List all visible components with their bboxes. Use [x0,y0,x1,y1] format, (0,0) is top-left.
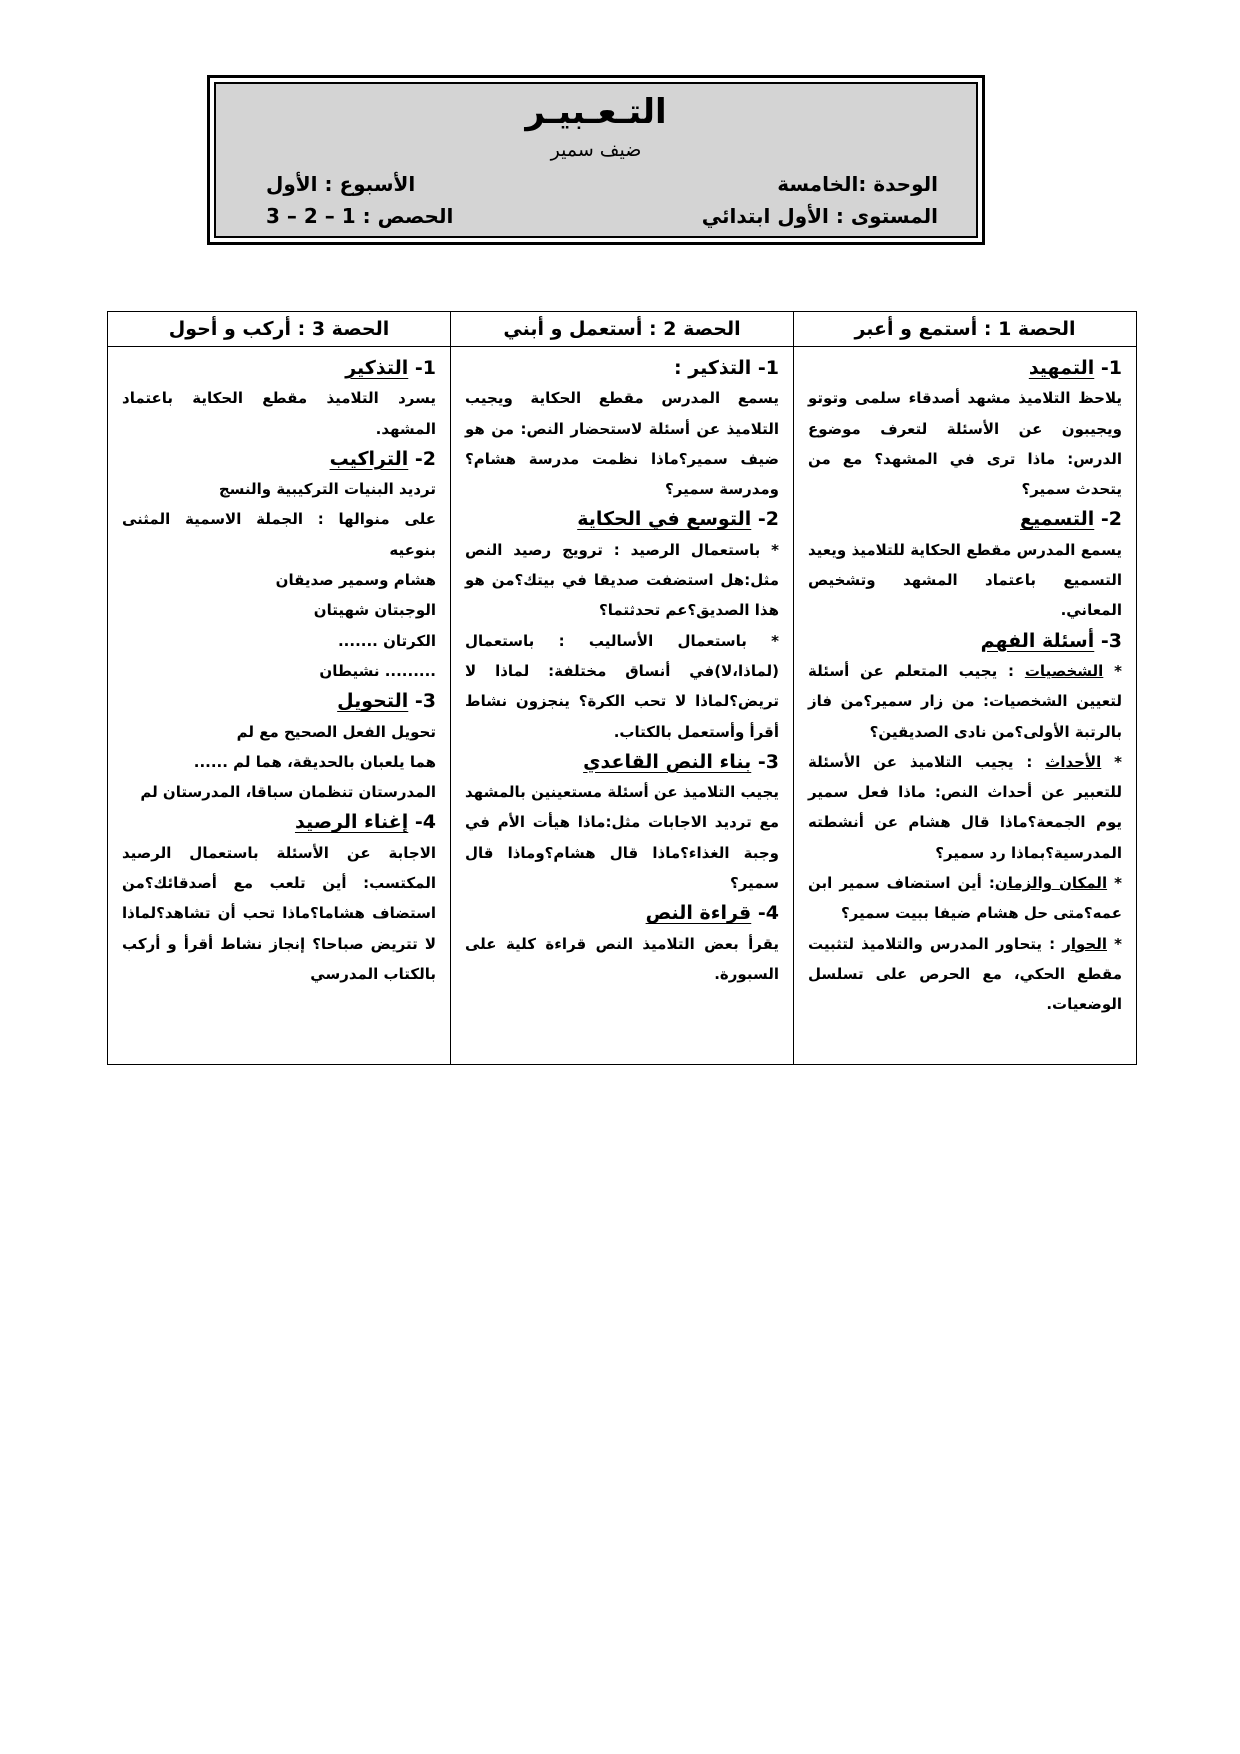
section-heading: 3- التحويل [337,690,436,713]
section-heading: 1- التذكير [345,357,436,379]
section-heading: 3- بناء النص القاعدي [583,750,779,773]
header-box [207,75,985,245]
column-header-session-2: الحصة 2 : أستعمل و أبني [451,312,794,347]
header-row-1 [266,172,938,196]
section-title-structures: التراكيب [329,447,409,470]
section-heading: 3- أسئلة الفهم [980,629,1122,652]
level-label: المستوى : الأول ابتدائي [701,204,938,228]
table-row [108,347,1137,1065]
section-title-comprehension: أسئلة الفهم [980,629,1095,652]
section-title-listening: التسميع [1020,508,1095,531]
section-body: يلاحظ التلاميذ مشهد أصدقاء سلمى وتوتو ويجيبون عن الأسئلة لتعرف موضوع الدرس: ماذا ترى في المشهد؟ مع من يتحدث سمير؟ [808,389,1122,499]
section-title-base-text: بناء النص القاعدي [583,750,752,773]
section-heading: 4- إغناء الرصيد [294,811,436,834]
section-title-expansion: التوسع في الحكاية [577,508,752,531]
list-item: الكرتان ....... [337,631,436,650]
lesson-plan-table [107,311,1137,1065]
section-title-reading: قراءة النص [645,902,752,925]
list-item: ترديد البنيات التركيبية والنسج [218,480,436,499]
section-body: يسمع المدرس مقطع الحكاية ويجيب التلاميذ عن أسئلة لاستحضار النص: من هو ضيف سمير؟ماذا نظمت مدرسة هشام؟ ومدرسة سمير؟ [465,389,779,499]
list-item: * الحوار : يتحاور المدرس والتلاميذ لتثبيت مقطع الحكي، مع الحرص على تسلسل الوضعيات. [808,934,1122,1014]
column-header-session-1: الحصة 1 : أستمع و أعبر [794,312,1137,347]
sessions-label: الحصص : 1 – 2 – 3 [266,204,454,228]
list-item: * باستعمال الأساليب : باستعمال (لماذا،لا)في أنساق مختلفة: لماذا لا تريض؟لماذا لا تحب الكرة؟ ينجزون نشاط أقرأ وأستعمل بالكتاب. [465,631,779,741]
session-2-cell [451,347,794,1065]
section-heading: 2- التوسع في الحكاية [577,508,779,531]
section-title-enrichment: إغناء الرصيد [294,811,409,834]
list-item: * المكان والزمان: أين استضاف سمير ابن عمه؟متى حل هشام ضيفا ببيت سمير؟ [808,874,1122,923]
list-item: هشام وسمير صديقان [275,571,436,590]
session-3-cell [108,347,451,1065]
week-label: الأسبوع : الأول [266,172,416,196]
list-item: * باستعمال الرصيد : ترويج رصيد النص مثل:هل استضفت صديقا في بيتك؟من هو هذا الصديق؟عم تحدثتما؟ [465,540,779,620]
list-item: الوجبتان شهيتان [313,601,436,620]
list-item: ......... نشيطان [319,661,436,680]
section-heading: 1- التذكير : [674,357,779,379]
section-heading: 2- التراكيب [329,447,436,470]
header-panel [214,82,978,238]
unit-label: الوحدة :الخامسة [777,172,938,196]
section-body: يقرأ بعض التلاميذ النص قراءة كلية على السبورة. [465,934,779,983]
list-item: على منوالها : الجملة الاسمية المثنى بنوعيه [122,510,436,559]
header-row-2 [266,204,938,228]
section-body: يسمع المدرس مقطع الحكاية للتلاميذ ويعيد التسميع باعتماد المشهد وتشخيص المعاني. [808,540,1122,620]
section-heading: 4- قراءة النص [645,902,779,925]
list-item: المدرستان تنظمان سباقا، المدرستان لم [140,783,436,802]
section-body: الاجابة عن الأسئلة باستعمال الرصيد المكتسب: أين تلعب مع أصدقائك؟من استضاف هشاما؟ماذا تحب أن تشاهد؟لماذا لا تتريض صباحا؟ إنجاز نشاط أقرأ و أركب بالكتاب المدرسي [122,843,436,983]
blank-page-area [0,1060,1240,1750]
column-header-session-3: الحصة 3 : أركب و أحول [108,312,451,347]
table-header-row [108,312,1137,347]
section-heading: 2- التسميع [1020,508,1122,531]
section-heading: 1- التمهيد [1028,357,1122,379]
section-title-intro: التمهيد [1028,357,1095,379]
list-item: * الأحداث : يجيب التلاميذ عن الأسئلة للتعبير عن أحداث النص: ماذا فعل سمير يوم الجمعة؟ماذا قال هشام عن أنشطته المدرسية؟بماذا رد سمير؟ [808,752,1122,862]
list-item: هما يلعبان بالحديقة، هما لم ...... [193,752,436,771]
list-item: * الشخصيات : يجيب المتعلم عن أسئلة لتعيين الشخصيات: من زار سمير؟من فاز بالرتبة الأولى؟من نادى الصديقين؟ [808,661,1122,741]
session-1-cell [794,347,1137,1065]
page-title: التـعـبيـر [525,92,667,132]
list-item: تحويل الفعل الصحيح مع لم [236,722,436,741]
story-title: ضيف سمير [550,139,642,161]
section-title-reminder: التذكير [345,357,409,379]
section-body: يسرد التلاميذ مقطع الحكاية باعتماد المشهد. [122,389,436,438]
section-title-transformation: التحويل [337,690,409,713]
section-body: يجيب التلاميذ عن أسئلة مستعينين بالمشهد مع ترديد الاجابات مثل:ماذا هيأت الأم في وجبة الغذاء؟ماذا قال هشام؟وماذا قال سمير؟ [465,783,779,893]
